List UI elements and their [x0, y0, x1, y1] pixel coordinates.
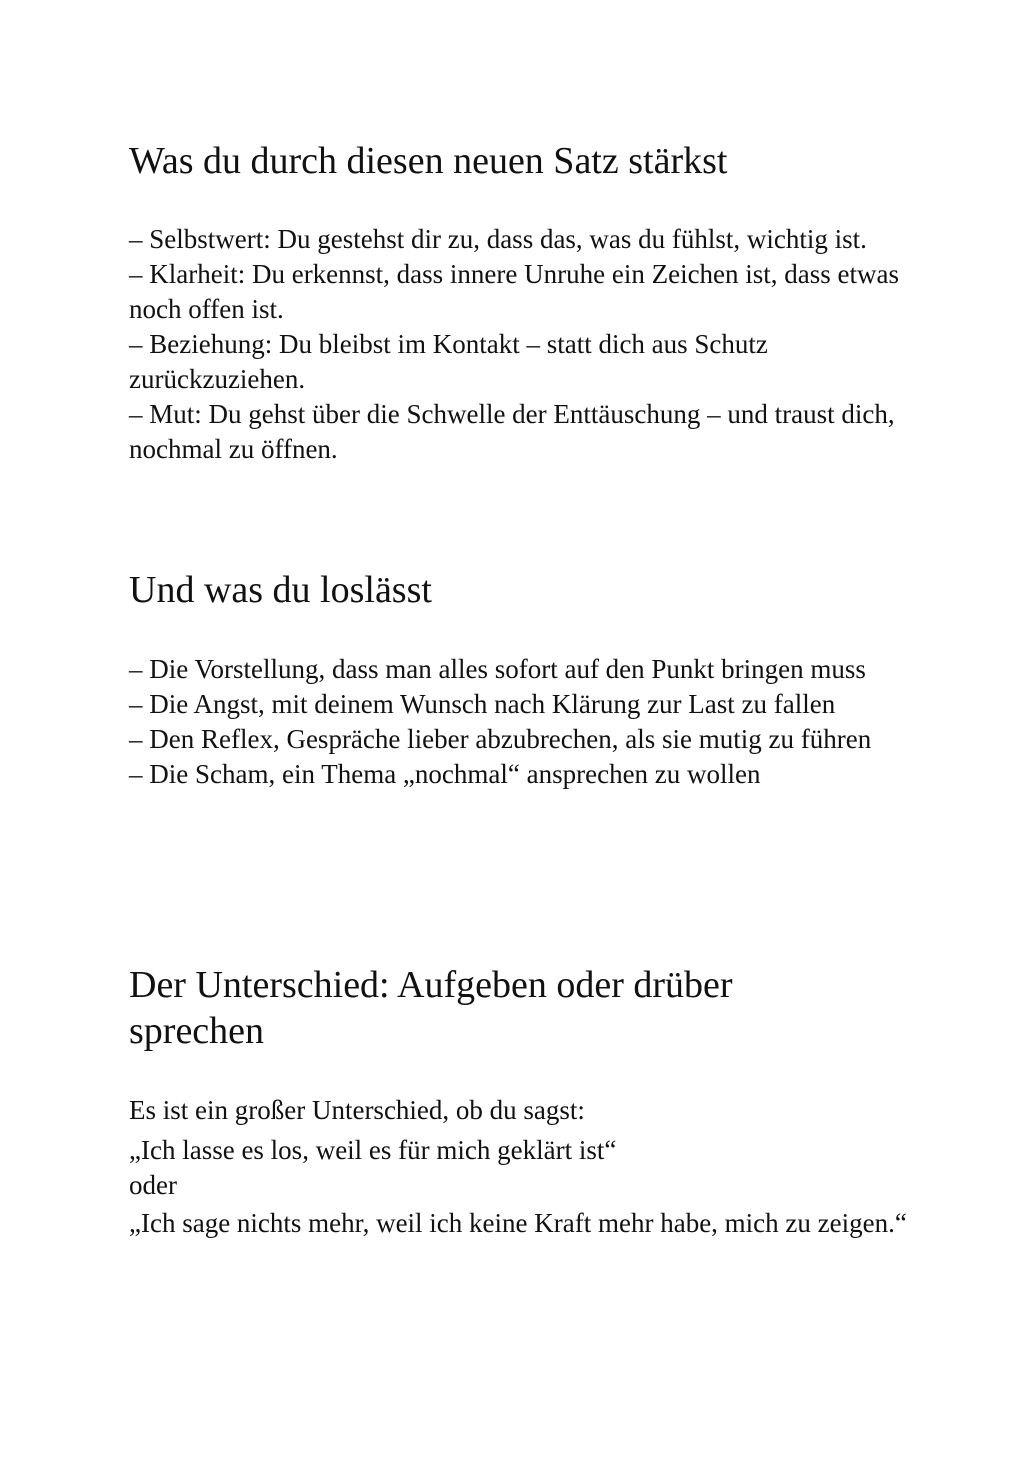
list-item: – Selbstwert: Du gestehst dir zu, dass das, was du fühlst, wichtig ist. — [129, 224, 867, 254]
let-go-list — [129, 652, 871, 792]
list-item: – Die Angst, mit deinem Wunsch nach Klärung zur Last zu fallen — [129, 689, 836, 719]
list-item: – Beziehung: Du bleibst im Kontakt – statt dich aus Schutz zurückzuziehen. — [129, 329, 768, 394]
section-heading-let-go: Und was du loslässt — [129, 569, 432, 611]
list-item: – Mut: Du gehst über die Schwelle der Enttäuschung – und traust dich, nochmal zu öffnen. — [129, 399, 895, 464]
list-item: – Klarheit: Du erkennst, dass innere Unruhe ein Zeichen ist, dass etwas noch offen ist. — [129, 259, 900, 324]
section-heading-difference: Der Unterschied: Aufgeben oder drüber sprechen — [129, 964, 733, 1052]
section-heading-strengthen: Was du durch diesen neuen Satz stärkst — [129, 140, 728, 182]
paragraph-line: Es ist ein großer Unterschied, ob du sagst: — [129, 1095, 585, 1125]
difference-paragraph — [129, 1093, 907, 1243]
strengthen-list — [129, 222, 909, 467]
quote-line: „Ich lasse es los, weil es für mich geklärt ist“ — [129, 1135, 617, 1165]
list-item: – Die Vorstellung, dass man alles sofort auf den Punkt bringen muss — [129, 654, 866, 684]
list-item: – Den Reflex, Gespräche lieber abzubrechen, als sie mutig zu führen — [129, 724, 872, 754]
paragraph-line: oder — [129, 1170, 177, 1200]
list-item: – Die Scham, ein Thema „nochmal“ ansprechen zu wollen — [129, 759, 761, 789]
quote-line: „Ich sage nichts mehr, weil ich keine Kraft mehr habe, mich zu zeigen.“ — [129, 1208, 907, 1238]
